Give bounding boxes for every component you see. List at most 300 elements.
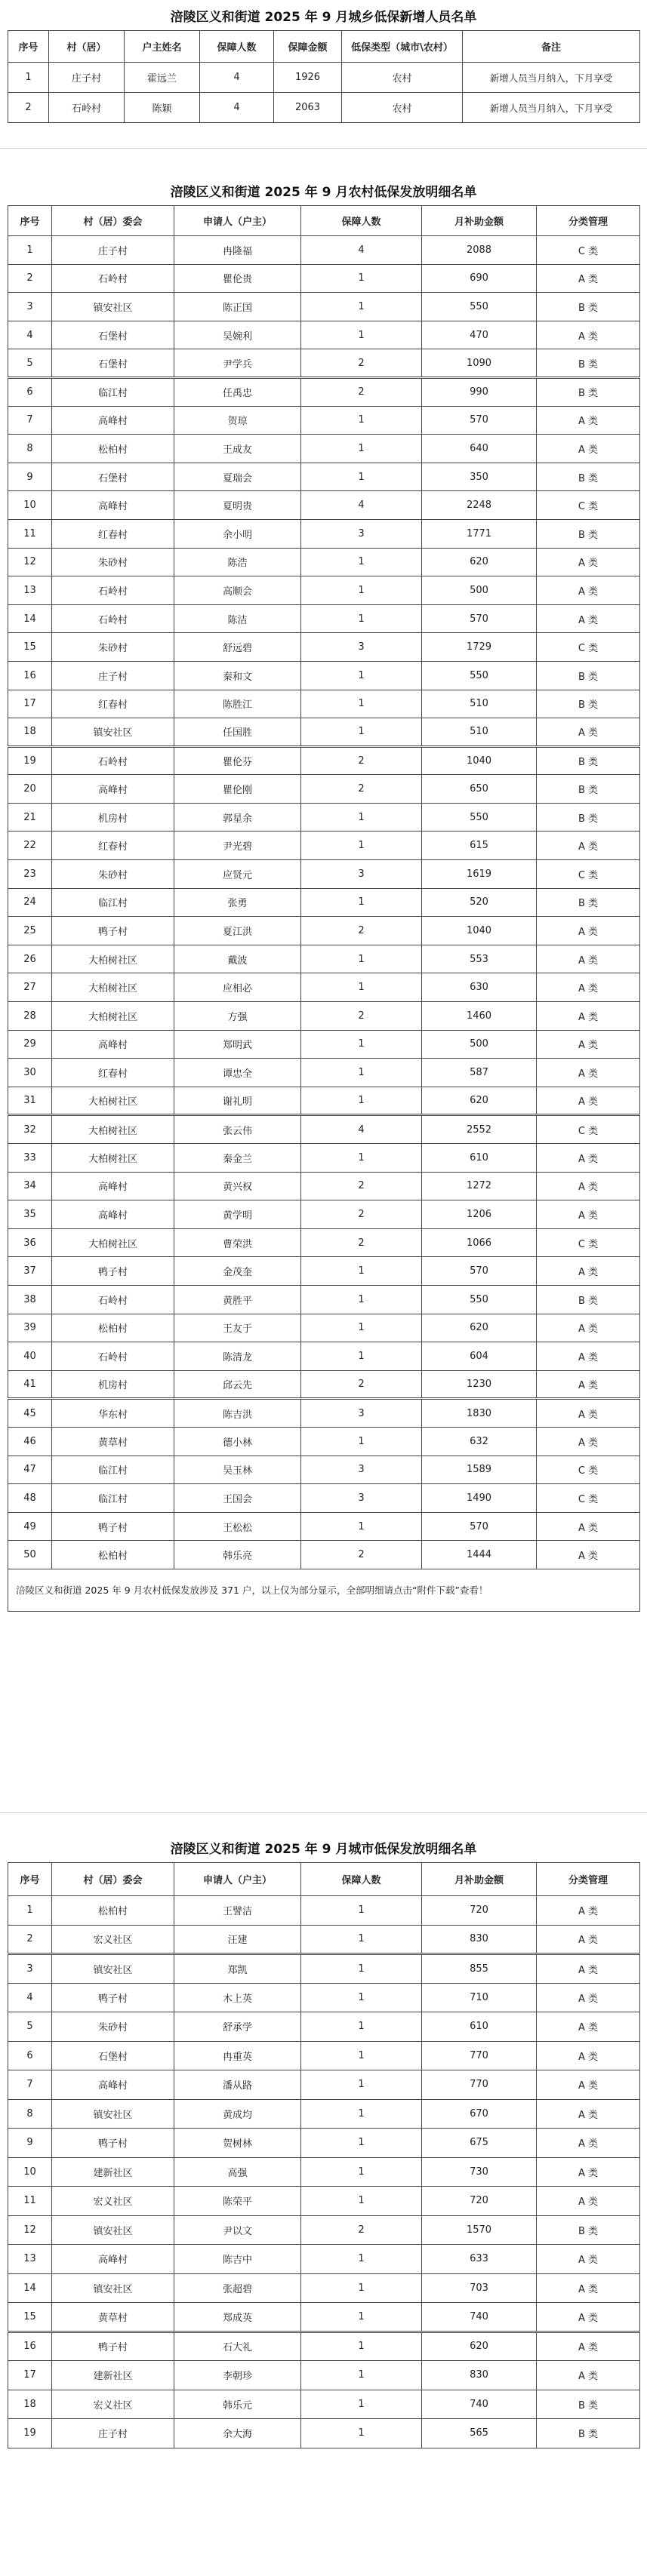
table-cell: A 类 bbox=[537, 604, 640, 633]
table-cell: A 类 bbox=[537, 1541, 640, 1569]
table-cell: 高峰村 bbox=[52, 1200, 174, 1229]
table-cell: 15 bbox=[8, 633, 52, 662]
table-cell: 1 bbox=[301, 718, 422, 747]
table-cell: 瞿伦贵 bbox=[174, 264, 301, 293]
table-cell: 大柏树社区 bbox=[52, 1115, 174, 1144]
table-cell: 吴婉利 bbox=[174, 321, 301, 349]
table-row bbox=[8, 1257, 640, 1286]
table-cell: 红春村 bbox=[52, 832, 174, 860]
table-row bbox=[8, 917, 640, 945]
table-cell: A 类 bbox=[537, 973, 640, 1002]
table-cell: 10 bbox=[8, 2157, 52, 2187]
new-members-table bbox=[8, 30, 640, 123]
table-row bbox=[8, 2012, 640, 2042]
table-cell: 22 bbox=[8, 832, 52, 860]
table-cell: 1 bbox=[301, 1427, 422, 1456]
table-cell: 高峰村 bbox=[52, 491, 174, 520]
table-cell: 2 bbox=[301, 1541, 422, 1569]
table-cell: A 类 bbox=[537, 2099, 640, 2129]
table-cell: 18 bbox=[8, 2390, 52, 2419]
table-cell: 30 bbox=[8, 1059, 52, 1087]
table-row bbox=[8, 1896, 640, 1926]
table-cell: 陈胜江 bbox=[174, 690, 301, 718]
table-cell: 32 bbox=[8, 1115, 52, 1144]
table-cell: 1 bbox=[301, 2361, 422, 2390]
table-cell: 620 bbox=[422, 548, 537, 576]
col-header: 低保类型（城市\农村） bbox=[342, 31, 463, 63]
table-cell: 1490 bbox=[422, 1484, 537, 1513]
table-cell: 1 bbox=[301, 2390, 422, 2419]
table-cell: 604 bbox=[422, 1342, 537, 1371]
table-cell: 宏义社区 bbox=[52, 2187, 174, 2216]
table-cell: 1206 bbox=[422, 1200, 537, 1229]
table-cell: 瞿伦芬 bbox=[174, 746, 301, 775]
table-cell: 2 bbox=[301, 2215, 422, 2245]
table-cell: 朱砂村 bbox=[52, 860, 174, 889]
table-row bbox=[8, 2070, 640, 2100]
table-cell: 华东村 bbox=[52, 1399, 174, 1428]
table-cell: 夏瑞会 bbox=[174, 463, 301, 491]
table-cell: 松柏村 bbox=[52, 435, 174, 463]
table-cell: 4 bbox=[8, 321, 52, 349]
table-cell: 1 bbox=[301, 2012, 422, 2042]
table-cell: 临江村 bbox=[52, 1456, 174, 1484]
table-cell: 黄成均 bbox=[174, 2099, 301, 2129]
table-cell: 615 bbox=[422, 832, 537, 860]
table-cell: 38 bbox=[8, 1285, 52, 1314]
col-header: 申请人（户主） bbox=[174, 1863, 301, 1896]
rural-note: 涪陵区义和街道 2025 年 9 月农村低保发放涉及 371 户，以上仅为部分显示，全部明细请点击“附件下载”查看！ bbox=[8, 1569, 640, 1611]
table-cell: 镇安社区 bbox=[52, 2273, 174, 2303]
table-cell: 1830 bbox=[422, 1399, 537, 1428]
table-cell: 2 bbox=[8, 264, 52, 293]
table-cell: 郑明武 bbox=[174, 1030, 301, 1059]
table-cell: 任国胜 bbox=[174, 718, 301, 747]
table-cell: 610 bbox=[422, 2012, 537, 2042]
table-cell: 1 bbox=[301, 832, 422, 860]
table-row bbox=[8, 2273, 640, 2303]
table-cell: 8 bbox=[8, 2099, 52, 2129]
table-cell: 11 bbox=[8, 2187, 52, 2216]
table-cell: 1 bbox=[301, 2129, 422, 2158]
table-row bbox=[8, 2157, 640, 2187]
table-cell: 王国会 bbox=[174, 1484, 301, 1513]
table-cell: B 类 bbox=[537, 1285, 640, 1314]
table-row bbox=[8, 236, 640, 265]
table-cell: 990 bbox=[422, 377, 537, 406]
col-header: 保障人数 bbox=[301, 1863, 422, 1896]
table-cell: 1040 bbox=[422, 917, 537, 945]
table-row bbox=[8, 690, 640, 718]
table-cell: A 类 bbox=[537, 1144, 640, 1173]
table-cell: C 类 bbox=[537, 236, 640, 265]
table-cell: 瞿伦刚 bbox=[174, 775, 301, 804]
table-cell: 王友于 bbox=[174, 1314, 301, 1342]
table-row bbox=[8, 1200, 640, 1229]
table-cell: 2 bbox=[8, 1925, 52, 1954]
table-cell: 韩乐亮 bbox=[174, 1541, 301, 1569]
table-cell: 新增人员当月纳入，下月享受 bbox=[463, 63, 640, 93]
table-cell: 470 bbox=[422, 321, 537, 349]
table-row bbox=[8, 2390, 640, 2419]
table-cell: 7 bbox=[8, 2070, 52, 2100]
table-row bbox=[8, 349, 640, 378]
table-cell: 690 bbox=[422, 264, 537, 293]
table-row bbox=[8, 888, 640, 917]
table-cell: 临江村 bbox=[52, 377, 174, 406]
table-cell: 秦金兰 bbox=[174, 1144, 301, 1173]
table-cell: 戴波 bbox=[174, 945, 301, 973]
table-cell: C 类 bbox=[537, 1115, 640, 1144]
table-cell: 霍远兰 bbox=[125, 63, 200, 93]
table-cell: 石岭村 bbox=[52, 1342, 174, 1371]
table-cell: A 类 bbox=[537, 1896, 640, 1926]
table-cell: 20 bbox=[8, 775, 52, 804]
table-cell: 1926 bbox=[274, 63, 342, 93]
table-cell: A 类 bbox=[537, 435, 640, 463]
table-cell: 1066 bbox=[422, 1228, 537, 1257]
table-cell: 2088 bbox=[422, 236, 537, 265]
table-cell: 720 bbox=[422, 1896, 537, 1926]
table-cell: 500 bbox=[422, 576, 537, 605]
table-cell: 610 bbox=[422, 1144, 537, 1173]
table-cell: 庄子村 bbox=[49, 63, 125, 93]
table-cell: B 类 bbox=[537, 775, 640, 804]
rural-table bbox=[8, 205, 640, 1612]
table-cell: 宏义社区 bbox=[52, 1925, 174, 1954]
table-cell: A 类 bbox=[537, 1399, 640, 1428]
table-cell: 郑凯 bbox=[174, 1954, 301, 1984]
table-cell: 镇安社区 bbox=[52, 718, 174, 747]
table-cell: 1 bbox=[301, 1059, 422, 1087]
table-cell: 36 bbox=[8, 1228, 52, 1257]
table-cell: 9 bbox=[8, 463, 52, 491]
table-cell: 红春村 bbox=[52, 690, 174, 718]
table-cell: 31 bbox=[8, 1087, 52, 1115]
table-row bbox=[8, 1228, 640, 1257]
table-row bbox=[8, 1285, 640, 1314]
table-cell: 尹光碧 bbox=[174, 832, 301, 860]
table-cell: 4 bbox=[200, 63, 274, 93]
table-row bbox=[8, 519, 640, 548]
table-cell: 大柏树社区 bbox=[52, 1087, 174, 1115]
table-cell: A 类 bbox=[537, 1059, 640, 1087]
table-cell: 陈吉中 bbox=[174, 2245, 301, 2274]
table-cell: 冉重英 bbox=[174, 2041, 301, 2070]
table-cell: 高峰村 bbox=[52, 1030, 174, 1059]
table-cell: 1 bbox=[301, 604, 422, 633]
table-cell: 1 bbox=[301, 1954, 422, 1984]
table-cell: 朱砂村 bbox=[52, 2012, 174, 2042]
table-cell: 庄子村 bbox=[52, 661, 174, 690]
table-cell: 1 bbox=[301, 2245, 422, 2274]
table-cell: 2 bbox=[301, 917, 422, 945]
table-cell: 570 bbox=[422, 1512, 537, 1541]
table-cell: 鸭子村 bbox=[52, 2129, 174, 2158]
table-cell: 620 bbox=[422, 2332, 537, 2361]
table-row bbox=[8, 2419, 640, 2448]
table-row bbox=[8, 746, 640, 775]
table-cell: A 类 bbox=[537, 2187, 640, 2216]
col-header: 序号 bbox=[8, 31, 49, 63]
table-cell: 1 bbox=[301, 888, 422, 917]
table-cell: 德小林 bbox=[174, 1427, 301, 1456]
table-cell: B 类 bbox=[537, 661, 640, 690]
table-cell: 17 bbox=[8, 2361, 52, 2390]
table-header-row bbox=[8, 1863, 640, 1896]
table-row bbox=[8, 945, 640, 973]
table-cell: 临江村 bbox=[52, 888, 174, 917]
table-cell: 贺琼 bbox=[174, 406, 301, 435]
table-cell: 830 bbox=[422, 1925, 537, 1954]
table-cell: 1 bbox=[301, 2187, 422, 2216]
table-cell: 1 bbox=[301, 690, 422, 718]
table-cell: 石岭村 bbox=[52, 576, 174, 605]
table-cell: 黄草村 bbox=[52, 1427, 174, 1456]
table-cell: 任禹忠 bbox=[174, 377, 301, 406]
rural-title: 涪陵区义和街道 2025 年 9 月农村低保发放明细名单 bbox=[170, 185, 477, 200]
table-cell: 1 bbox=[301, 1285, 422, 1314]
table-cell: 7 bbox=[8, 406, 52, 435]
table-cell: 大柏树社区 bbox=[52, 1144, 174, 1173]
table-cell: 宏义社区 bbox=[52, 2390, 174, 2419]
table-row bbox=[8, 661, 640, 690]
table-cell: 13 bbox=[8, 576, 52, 605]
table-cell: 770 bbox=[422, 2070, 537, 2100]
table-cell: B 类 bbox=[537, 690, 640, 718]
table-header-row bbox=[8, 31, 640, 63]
table-cell: 1 bbox=[301, 264, 422, 293]
table-cell: 520 bbox=[422, 888, 537, 917]
table-cell: 2 bbox=[301, 775, 422, 804]
table-cell: 夏明贵 bbox=[174, 491, 301, 520]
table-cell: 石堡村 bbox=[52, 463, 174, 491]
table-cell: 11 bbox=[8, 519, 52, 548]
table-cell: 夏江洪 bbox=[174, 917, 301, 945]
table-row bbox=[8, 1456, 640, 1484]
table-cell: 鸭子村 bbox=[52, 917, 174, 945]
table-row bbox=[8, 1314, 640, 1342]
table-row bbox=[8, 1087, 640, 1115]
table-cell: 1729 bbox=[422, 633, 537, 662]
table-cell: 1230 bbox=[422, 1370, 537, 1399]
table-cell: 应贤元 bbox=[174, 860, 301, 889]
table-cell: 大柏树社区 bbox=[52, 945, 174, 973]
table-cell: 19 bbox=[8, 2419, 52, 2448]
table-cell: 1 bbox=[301, 1144, 422, 1173]
table-cell: 6 bbox=[8, 2041, 52, 2070]
table-cell: 大柏树社区 bbox=[52, 973, 174, 1002]
col-header: 月补助金额 bbox=[422, 206, 537, 236]
table-cell: 45 bbox=[8, 1399, 52, 1428]
table-cell: 建新社区 bbox=[52, 2361, 174, 2390]
table-cell: 350 bbox=[422, 463, 537, 491]
table-cell: C 类 bbox=[537, 860, 640, 889]
urban-title: 涪陵区义和街道 2025 年 9 月城市低保发放明细名单 bbox=[170, 1842, 477, 1857]
table-cell: 吴玉林 bbox=[174, 1456, 301, 1484]
table-cell: 14 bbox=[8, 2273, 52, 2303]
table-cell: A 类 bbox=[537, 1342, 640, 1371]
table-cell: 1 bbox=[301, 1512, 422, 1541]
table-cell: A 类 bbox=[537, 576, 640, 605]
table-cell: 黄学明 bbox=[174, 1200, 301, 1229]
col-header: 分类管理 bbox=[537, 1863, 640, 1896]
table-row bbox=[8, 1983, 640, 2012]
table-cell: C 类 bbox=[537, 1228, 640, 1257]
table-cell: 韩乐元 bbox=[174, 2390, 301, 2419]
table-cell: 565 bbox=[422, 2419, 537, 2448]
table-cell: A 类 bbox=[537, 832, 640, 860]
table-cell: 640 bbox=[422, 435, 537, 463]
table-cell: 黄胜平 bbox=[174, 1285, 301, 1314]
table-cell: 鸭子村 bbox=[52, 1257, 174, 1286]
table-cell: 4 bbox=[301, 1115, 422, 1144]
table-cell: A 类 bbox=[537, 2361, 640, 2390]
table-cell: 石岭村 bbox=[52, 1285, 174, 1314]
table-cell: 830 bbox=[422, 2361, 537, 2390]
table-cell: 15 bbox=[8, 2303, 52, 2332]
table-row bbox=[8, 1342, 640, 1371]
table-cell: B 类 bbox=[537, 519, 640, 548]
table-cell: 4 bbox=[301, 236, 422, 265]
table-row bbox=[8, 2303, 640, 2332]
table-cell: 红春村 bbox=[52, 1059, 174, 1087]
table-cell: 1 bbox=[301, 548, 422, 576]
table-cell: 石堡村 bbox=[52, 349, 174, 378]
table-row bbox=[8, 1925, 640, 1954]
table-cell: 500 bbox=[422, 1030, 537, 1059]
table-cell: 王譬洁 bbox=[174, 1896, 301, 1926]
table-cell: 秦和文 bbox=[174, 661, 301, 690]
table-cell: 石大礼 bbox=[174, 2332, 301, 2361]
table-cell: 16 bbox=[8, 661, 52, 690]
table-cell: 高顺会 bbox=[174, 576, 301, 605]
table-cell: A 类 bbox=[537, 1200, 640, 1229]
table-cell: A 类 bbox=[537, 321, 640, 349]
table-cell: 35 bbox=[8, 1200, 52, 1229]
table-cell: 1 bbox=[301, 1342, 422, 1371]
table-cell: 19 bbox=[8, 746, 52, 775]
table-cell: 镇安社区 bbox=[52, 293, 174, 321]
table-cell: 6 bbox=[8, 377, 52, 406]
table-cell: 黄兴权 bbox=[174, 1172, 301, 1200]
table-row bbox=[8, 491, 640, 520]
table-cell: 620 bbox=[422, 1314, 537, 1342]
table-row bbox=[8, 604, 640, 633]
table-cell: 1 bbox=[301, 2303, 422, 2332]
table-cell: A 类 bbox=[537, 1983, 640, 2012]
table-row bbox=[8, 93, 640, 123]
col-header: 保障人数 bbox=[200, 31, 274, 63]
table-cell: 740 bbox=[422, 2390, 537, 2419]
table-cell: 朱砂村 bbox=[52, 633, 174, 662]
table-cell: 14 bbox=[8, 604, 52, 633]
table-cell: A 类 bbox=[537, 2129, 640, 2158]
table-row bbox=[8, 1030, 640, 1059]
table-cell: 510 bbox=[422, 718, 537, 747]
table-cell: 1619 bbox=[422, 860, 537, 889]
table-cell: 1 bbox=[301, 2099, 422, 2129]
table-cell: 贺树林 bbox=[174, 2129, 301, 2158]
table-row bbox=[8, 2041, 640, 2070]
table-cell: 石岭村 bbox=[52, 264, 174, 293]
table-cell: 570 bbox=[422, 406, 537, 435]
table-cell: 石岭村 bbox=[49, 93, 125, 123]
table-row bbox=[8, 1954, 640, 1984]
table-row bbox=[8, 775, 640, 804]
col-header: 村（居）委会 bbox=[52, 206, 174, 236]
section-divider bbox=[0, 1812, 647, 1813]
urban-table bbox=[8, 1862, 640, 2448]
table-cell: 1 bbox=[301, 803, 422, 832]
table-cell: B 类 bbox=[537, 888, 640, 917]
table-cell: 1 bbox=[301, 1257, 422, 1286]
table-cell: 41 bbox=[8, 1370, 52, 1399]
table-cell: 4 bbox=[8, 1983, 52, 2012]
table-cell: A 类 bbox=[537, 1087, 640, 1115]
table-cell: 17 bbox=[8, 690, 52, 718]
table-cell: 710 bbox=[422, 1983, 537, 2012]
table-cell: 1 bbox=[301, 1030, 422, 1059]
table-cell: 1 bbox=[301, 2273, 422, 2303]
table-cell: 1 bbox=[301, 463, 422, 491]
table-cell: 邱云先 bbox=[174, 1370, 301, 1399]
table-cell: 1 bbox=[301, 973, 422, 1002]
table-header-row bbox=[8, 206, 640, 236]
table-cell: A 类 bbox=[537, 264, 640, 293]
table-cell: B 类 bbox=[537, 746, 640, 775]
table-cell: 陈浩 bbox=[174, 548, 301, 576]
table-row bbox=[8, 1144, 640, 1173]
table-cell: 机房村 bbox=[52, 803, 174, 832]
table-cell: 21 bbox=[8, 803, 52, 832]
table-row bbox=[8, 1002, 640, 1031]
table-row bbox=[8, 63, 640, 93]
col-header: 户主姓名 bbox=[125, 31, 200, 63]
section-divider bbox=[0, 148, 647, 149]
table-cell: 1 bbox=[301, 2332, 422, 2361]
table-cell: 5 bbox=[8, 349, 52, 378]
table-row bbox=[8, 1427, 640, 1456]
table-cell: 3 bbox=[301, 633, 422, 662]
table-cell: 553 bbox=[422, 945, 537, 973]
table-cell: C 类 bbox=[537, 1456, 640, 1484]
table-cell: 740 bbox=[422, 2303, 537, 2332]
table-row bbox=[8, 463, 640, 491]
table-row bbox=[8, 1541, 640, 1569]
table-cell: A 类 bbox=[537, 1925, 640, 1954]
table-cell: 谭忠全 bbox=[174, 1059, 301, 1087]
table-cell: 3 bbox=[301, 1399, 422, 1428]
table-cell: 松柏村 bbox=[52, 1314, 174, 1342]
table-cell: B 类 bbox=[537, 463, 640, 491]
table-row bbox=[8, 2332, 640, 2361]
table-cell: 1 bbox=[301, 2041, 422, 2070]
table-cell: 633 bbox=[422, 2245, 537, 2274]
table-cell: 39 bbox=[8, 1314, 52, 1342]
table-cell: 2 bbox=[301, 1200, 422, 1229]
table-cell: 鸭子村 bbox=[52, 1983, 174, 2012]
table-note-row bbox=[8, 1569, 640, 1611]
table-cell: 18 bbox=[8, 718, 52, 747]
table-cell: 高峰村 bbox=[52, 775, 174, 804]
table-cell: A 类 bbox=[537, 2332, 640, 2361]
table-row bbox=[8, 2099, 640, 2129]
table-cell: 1771 bbox=[422, 519, 537, 548]
table-row bbox=[8, 1172, 640, 1200]
table-cell: 50 bbox=[8, 1541, 52, 1569]
table-cell: 26 bbox=[8, 945, 52, 973]
